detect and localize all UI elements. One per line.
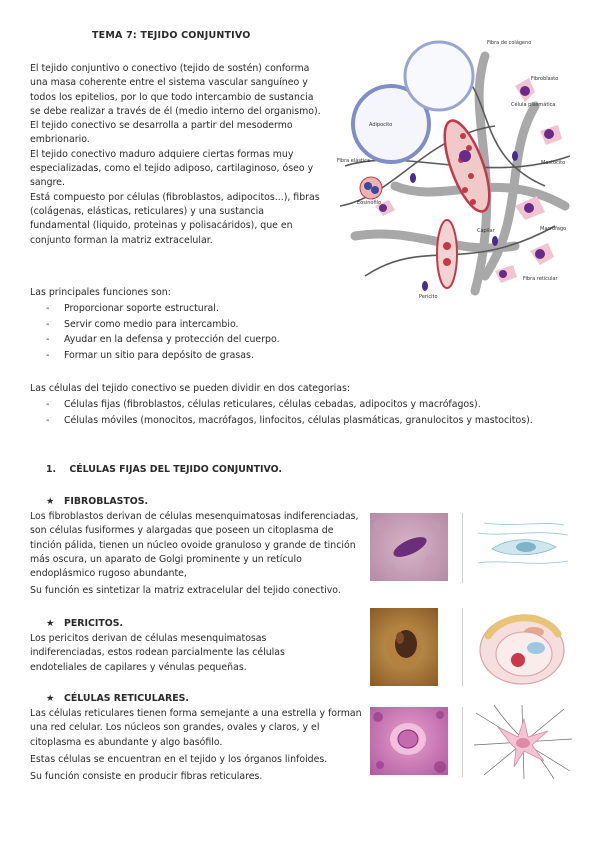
pericyte-drawing xyxy=(474,606,572,688)
label-adipocito: Adipocito xyxy=(369,122,393,128)
pericitos-heading: ★ PERICITOS. xyxy=(46,618,124,629)
intro-paragraph-1: El tejido conjuntivo o conectivo (tejido de sostén) conforma una masa coherente entre el sistema vascular sanguíneo y todos los epitelios, por lo que todo intercambio de sustancia se debe realizar a través de él (medio interno del organismo). xyxy=(30,63,321,117)
label-celula-plasmatica: Célula plasmática xyxy=(511,102,556,108)
reticulares-text xyxy=(30,707,368,784)
reticulares-paragraph-3: Su función consiste en producir fibras reticulares. xyxy=(30,771,263,783)
reticular-micrograph xyxy=(370,707,448,775)
connective-tissue-diagram xyxy=(335,36,575,304)
vessel-lower xyxy=(437,220,457,288)
label-fibra-elastica: Fibra elástica xyxy=(337,158,371,164)
intro-block xyxy=(30,62,325,248)
pericitos-text xyxy=(30,632,320,675)
intro-paragraph-4: Está compuesto por células (fibroblastos, adipocitos...), fibras (colágenas, elásticas, reticulares) y una sustancia fundamental (liquido, proteinas y polisacáridos), que en conjunto forman la matriz extracelular. xyxy=(30,191,320,246)
category-item: - Células móviles (monocitos, macrófagos, linfocitos, células plasmáticas, granulocitos y mastocitos). xyxy=(30,413,575,429)
section-number: 1. xyxy=(46,464,57,475)
reticulares-paragraph-1: Las células reticulares tienen forma semejante a una estrella y forman una red celular. Los núcleos son grandes, ovales y claros, y el citoplasma es abundante y algo basófilo. xyxy=(30,708,362,748)
categories-heading: Las células del tejido conectivo se pueden dividir en dos categorias: xyxy=(30,383,350,394)
label-fibra-reticular: Fibra reticular xyxy=(523,276,558,282)
star-icon: ★ xyxy=(46,618,55,629)
functions-heading: Las principales funciones son: xyxy=(30,287,171,298)
categories-list xyxy=(30,397,575,428)
image-divider xyxy=(462,707,463,777)
star-icon: ★ xyxy=(46,496,55,507)
fibroblastos-paragraph-1: Los fibroblastos derivan de células mesenquimatosas indiferenciadas, son células fusiformes y alargadas que poseen un citoplasma de tinción pálida, tienen un núcleo ovoide granuloso y grande de tinción más oscura, un aparato de Golgi prominente y un retículo endoplásmico rugoso abundante, xyxy=(30,511,359,580)
function-item: - Servir como medio para intercambio. xyxy=(30,317,570,333)
pericyte-micrograph xyxy=(370,608,438,686)
reticular-drawing xyxy=(474,705,572,779)
label-mastocito: Mastocito xyxy=(541,160,566,166)
adipocyte-top xyxy=(405,42,473,110)
label-fibra-colageno: Fibra de colágeno xyxy=(487,40,532,46)
pericitos-paragraph-1: Los pericitos derivan de células mesenquimatosas indiferenciadas, estos rodean parcialmente las células endoteliales de capilares y vénulas pequeñas. xyxy=(30,633,285,673)
section-title: CÉLULAS FIJAS DEL TEJIDO CONJUNTIVO. xyxy=(69,464,282,475)
label-pericito: Pericito xyxy=(419,294,438,300)
fibroblast-drawing-svg xyxy=(474,513,572,581)
reticulares-heading: ★ CÉLULAS RETICULARES. xyxy=(46,693,189,704)
fibroblast-micrograph xyxy=(370,513,448,581)
star-icon: ★ xyxy=(46,693,55,704)
function-item: - Formar un sitio para depósito de grasas. xyxy=(30,348,570,364)
page-title: TEMA 7: TEJIDO CONJUNTIVO xyxy=(92,30,251,41)
fibroblastos-heading: ★ FIBROBLASTOS. xyxy=(46,496,149,507)
fibroblast-micrograph-svg xyxy=(370,513,448,581)
image-divider xyxy=(462,608,463,686)
fibroblastos-text xyxy=(30,510,365,599)
fibroblast-drawing xyxy=(474,513,572,581)
function-item: - Ayudar en la defensa y protección del cuerpo. xyxy=(30,332,570,348)
label-capilar: Capilar xyxy=(477,228,495,234)
intro-paragraph-2: El tejido conectivo se desarrolla a partir del mesodermo embrionario. xyxy=(30,120,293,146)
image-divider xyxy=(462,513,463,583)
label-fibroblasto: Fibroblasto xyxy=(531,76,559,82)
pericyte-drawing-svg xyxy=(474,606,572,688)
fibroblastos-paragraph-2: Su función es sintetizar la matriz extracelular del tejido conectivo. xyxy=(30,585,341,597)
label-eosinofilo: Eosinófilo xyxy=(357,200,382,206)
label-macrofago: Macrófago xyxy=(540,226,567,232)
pericyte-micrograph-svg xyxy=(370,608,438,686)
functions-block xyxy=(30,286,570,363)
reticular-drawing-svg xyxy=(474,705,572,779)
category-item: - Células fijas (fibroblastos, células reticulares, células cebadas, adipocitos y macrófagos). xyxy=(30,397,575,413)
section-heading xyxy=(46,464,282,475)
reticular-micrograph-svg xyxy=(370,707,448,775)
functions-list xyxy=(30,301,570,363)
intro-paragraph-3: El tejido conectivo maduro adquiere ciertas formas muy especializadas, como el tejido adiposo, cartilaginoso, óseo y sangre. xyxy=(30,148,314,189)
diagram-svg xyxy=(335,36,575,304)
function-item: - Proporcionar soporte estructural. xyxy=(30,301,570,317)
categories-block xyxy=(30,382,575,428)
reticulares-paragraph-2: Estas células se encuentran en el tejido y los órganos linfoides. xyxy=(30,753,328,765)
